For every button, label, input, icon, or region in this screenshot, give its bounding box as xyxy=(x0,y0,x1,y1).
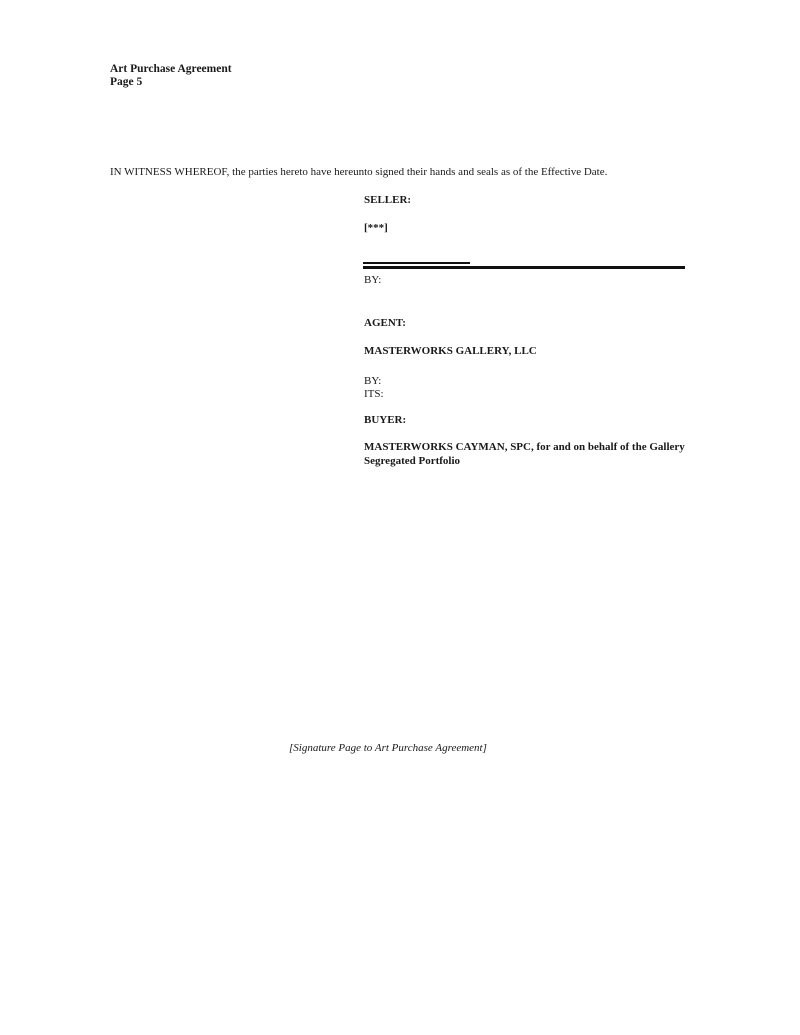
agent-heading: AGENT: xyxy=(364,317,406,329)
witness-clause: IN WITNESS WHEREOF, the parties hereto have hereunto signed their hands and seals as of the Effective Date. xyxy=(110,166,608,178)
page-number: Page 5 xyxy=(110,76,143,88)
seller-signature-line-short xyxy=(363,262,470,264)
agent-by-label: BY: xyxy=(364,375,382,387)
seller-heading: SELLER: xyxy=(364,194,412,206)
buyer-heading: BUYER: xyxy=(364,414,407,426)
agent-its-label: ITS: xyxy=(364,388,384,400)
seller-name: [***] xyxy=(364,222,388,234)
buyer-name-line2: Segregated Portfolio xyxy=(364,455,461,467)
seller-signature-line xyxy=(363,266,685,269)
seller-by-label: BY: xyxy=(364,274,382,286)
signature-page-footer: [Signature Page to Art Purchase Agreement] xyxy=(289,742,487,754)
document-title: Art Purchase Agreement xyxy=(110,63,232,75)
agent-name: MASTERWORKS GALLERY, LLC xyxy=(364,345,537,357)
buyer-name-line1: MASTERWORKS CAYMAN, SPC, for and on behalf of the Gallery xyxy=(364,441,685,453)
